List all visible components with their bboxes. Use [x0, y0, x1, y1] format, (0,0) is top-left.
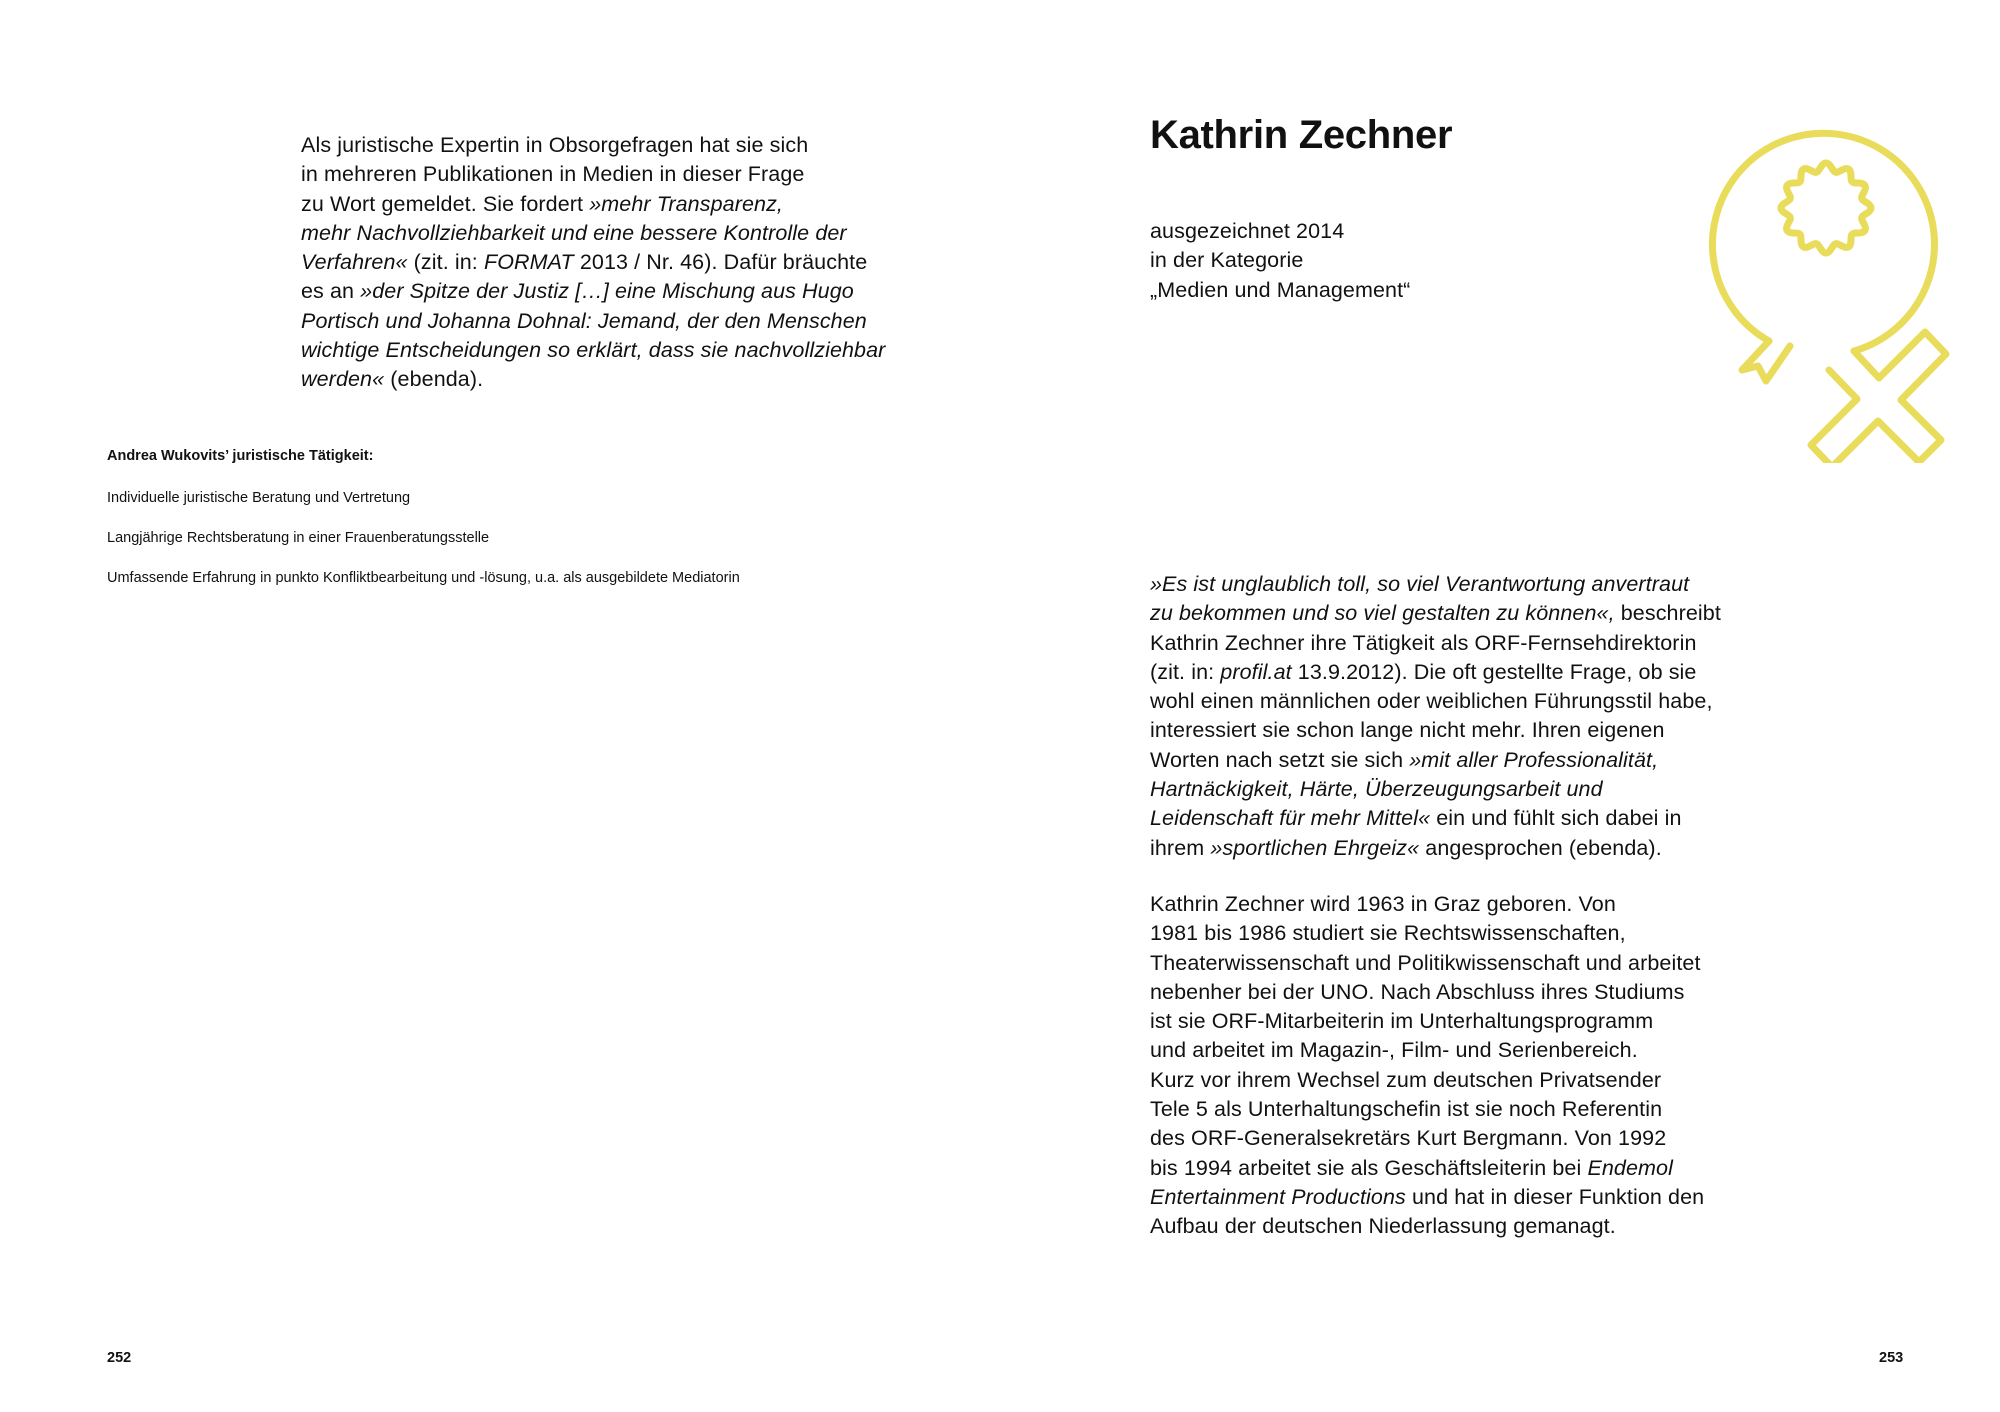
text-run: Aufbau der deutschen Niederlassung gemanagt. — [1150, 1214, 1616, 1239]
female-symbol-rosette-icon — [1690, 118, 1960, 463]
award-line: „Medien und Management“ — [1150, 277, 1411, 302]
italic-text: »mehr Transparenz, — [589, 191, 783, 216]
info-box-item: Individuelle juristische Beratung und Vertretung — [107, 490, 411, 506]
text-run: (zit. in: — [1150, 659, 1221, 684]
text-run: angesprochen (ebenda). — [1419, 835, 1662, 860]
text-line — [1150, 658, 1770, 687]
info-box-item: Langjährige Rechtsberatung in einer Frauenberatungsstelle — [107, 530, 490, 546]
text-line — [1150, 1066, 1770, 1095]
italic-text: werden« — [301, 367, 385, 392]
text-run: Kurz vor ihrem Wechsel zum deutschen Privatsender — [1150, 1067, 1662, 1092]
text-line — [1150, 949, 1770, 978]
italic-text: »Es ist unglaublich toll, so viel Verantwortung anvertraut — [1150, 572, 1690, 596]
text-run: beschreibt — [1614, 601, 1721, 626]
text-run: nebenher bei der UNO. Nach Abschluss ihres Studiums — [1150, 979, 1685, 1004]
italic-text: »mit aller Professionalität, — [1409, 747, 1659, 772]
italic-text: wichtige Entscheidungen so erklärt, dass sie nachvollziehbar — [301, 338, 886, 363]
award-line: ausgezeichnet 2014 — [1150, 219, 1345, 243]
legal-activity-box — [107, 448, 907, 586]
page-number: 252 — [107, 1350, 132, 1366]
text-run: Als juristische Expertin in Obsorgefragen hat sie sich — [301, 133, 809, 157]
text-line — [1150, 1212, 1770, 1241]
italic-text: »sportlichen Ehrgeiz« — [1210, 835, 1420, 860]
text-line — [1150, 570, 1770, 599]
italic-text: Verfahren« — [301, 250, 408, 275]
text-line — [1150, 1007, 1770, 1036]
text-run: ihrem — [1150, 835, 1211, 860]
text-line — [1150, 746, 1770, 775]
text-line — [301, 307, 901, 336]
italic-text: profil.at — [1220, 659, 1292, 684]
text-run: Kathrin Zechner ihre Tätigkeit als ORF-Fernsehdirektorin — [1150, 630, 1697, 655]
italic-text: mehr Nachvollziehbarkeit und eine bessere Kontrolle der — [301, 220, 847, 245]
text-run: zu Wort gemeldet. Sie fordert — [301, 191, 590, 216]
info-box-item: Umfassende Erfahrung in punkto Konfliktbearbeitung und -lösung, u.a. als ausgebildete Mediatorin — [107, 570, 740, 586]
text-run: in mehreren Publikationen in Medien in dieser Frage — [301, 162, 805, 187]
italic-text: FORMAT — [483, 250, 574, 275]
text-run: Worten nach setzt sie sich — [1150, 747, 1410, 772]
award-line: in der Kategorie — [1150, 248, 1304, 273]
info-box-title: Andrea Wukovits’ juristische Tätigkeit: — [107, 448, 374, 464]
italic-text: Portisch und Johanna Dohnal: Jemand, der den Menschen — [301, 308, 867, 333]
text-line — [301, 131, 901, 160]
italic-text: Leidenschaft für mehr Mittel« — [1150, 806, 1431, 831]
text-run: bis 1994 arbeitet sie als Geschäftsleiterin bei — [1150, 1155, 1588, 1180]
text-line — [301, 365, 901, 394]
text-line — [301, 160, 901, 189]
text-line — [1150, 1095, 1770, 1124]
italic-text: Entertainment Productions — [1150, 1184, 1406, 1209]
text-line — [1150, 1124, 1770, 1153]
text-run: Tele 5 als Unterhaltungschefin ist sie noch Referentin — [1150, 1097, 1663, 1122]
text-line — [1150, 599, 1770, 628]
text-line — [301, 248, 901, 277]
italic-text: zu bekommen und so viel gestalten zu können«, — [1150, 601, 1615, 626]
biography-paragraph — [1150, 890, 1770, 1242]
text-run: wohl einen männlichen oder weiblichen Führungsstil habe, — [1150, 689, 1713, 714]
text-line — [301, 336, 901, 365]
text-line — [1150, 629, 1770, 658]
italic-text: »der Spitze der Justiz […] eine Mischung aus Hugo — [360, 279, 854, 304]
intro-paragraph — [301, 131, 901, 395]
award-info — [1150, 217, 1410, 305]
text-run: ist sie ORF-Mitarbeiterin im Unterhaltungsprogramm — [1150, 1009, 1654, 1034]
text-line — [301, 219, 901, 248]
text-run: es an — [301, 279, 361, 304]
text-line — [301, 190, 901, 219]
text-run: (zit. in: — [407, 250, 484, 275]
text-run: des ORF-Generalsekretärs Kurt Bergmann. Von 1992 — [1150, 1126, 1667, 1151]
text-line — [1150, 687, 1770, 716]
text-line — [1150, 834, 1770, 863]
text-run: und arbeitet im Magazin-, Film- und Serienbereich. — [1150, 1038, 1638, 1063]
text-line — [1150, 890, 1770, 919]
text-run: ein und fühlt sich dabei in — [1430, 806, 1682, 831]
text-line — [301, 277, 901, 306]
text-line — [1150, 978, 1770, 1007]
italic-text: Endemol — [1587, 1155, 1673, 1180]
text-run: 1981 bis 1986 studiert sie Rechtswissenschaften, — [1150, 921, 1626, 946]
text-line — [1150, 919, 1770, 948]
text-run: interessiert sie schon lange nicht mehr. Ihren eigenen — [1150, 718, 1665, 743]
text-run: Theaterwissenschaft und Politikwissenschaft und arbeitet — [1150, 950, 1701, 975]
text-run: 2013 / Nr. 46). Dafür bräuchte — [573, 250, 868, 275]
text-run: Kathrin Zechner wird 1963 in Graz geboren. Von — [1150, 892, 1616, 916]
quote-paragraph — [1150, 570, 1770, 863]
text-run: (ebenda). — [384, 367, 484, 392]
text-line — [1150, 1154, 1770, 1183]
text-line — [1150, 804, 1770, 833]
text-line — [1150, 775, 1770, 804]
italic-text: Hartnäckigkeit, Härte, Überzeugungsarbeit und — [1150, 777, 1603, 802]
text-line — [1150, 716, 1770, 745]
text-run: und hat in dieser Funktion den — [1405, 1184, 1705, 1209]
page-number: 253 — [1879, 1350, 1904, 1366]
person-name-heading: Kathrin Zechner — [1150, 113, 1453, 157]
text-line — [1150, 1036, 1770, 1065]
text-run: 13.9.2012). Die oft gestellte Frage, ob sie — [1291, 659, 1697, 684]
text-line — [1150, 1183, 1770, 1212]
